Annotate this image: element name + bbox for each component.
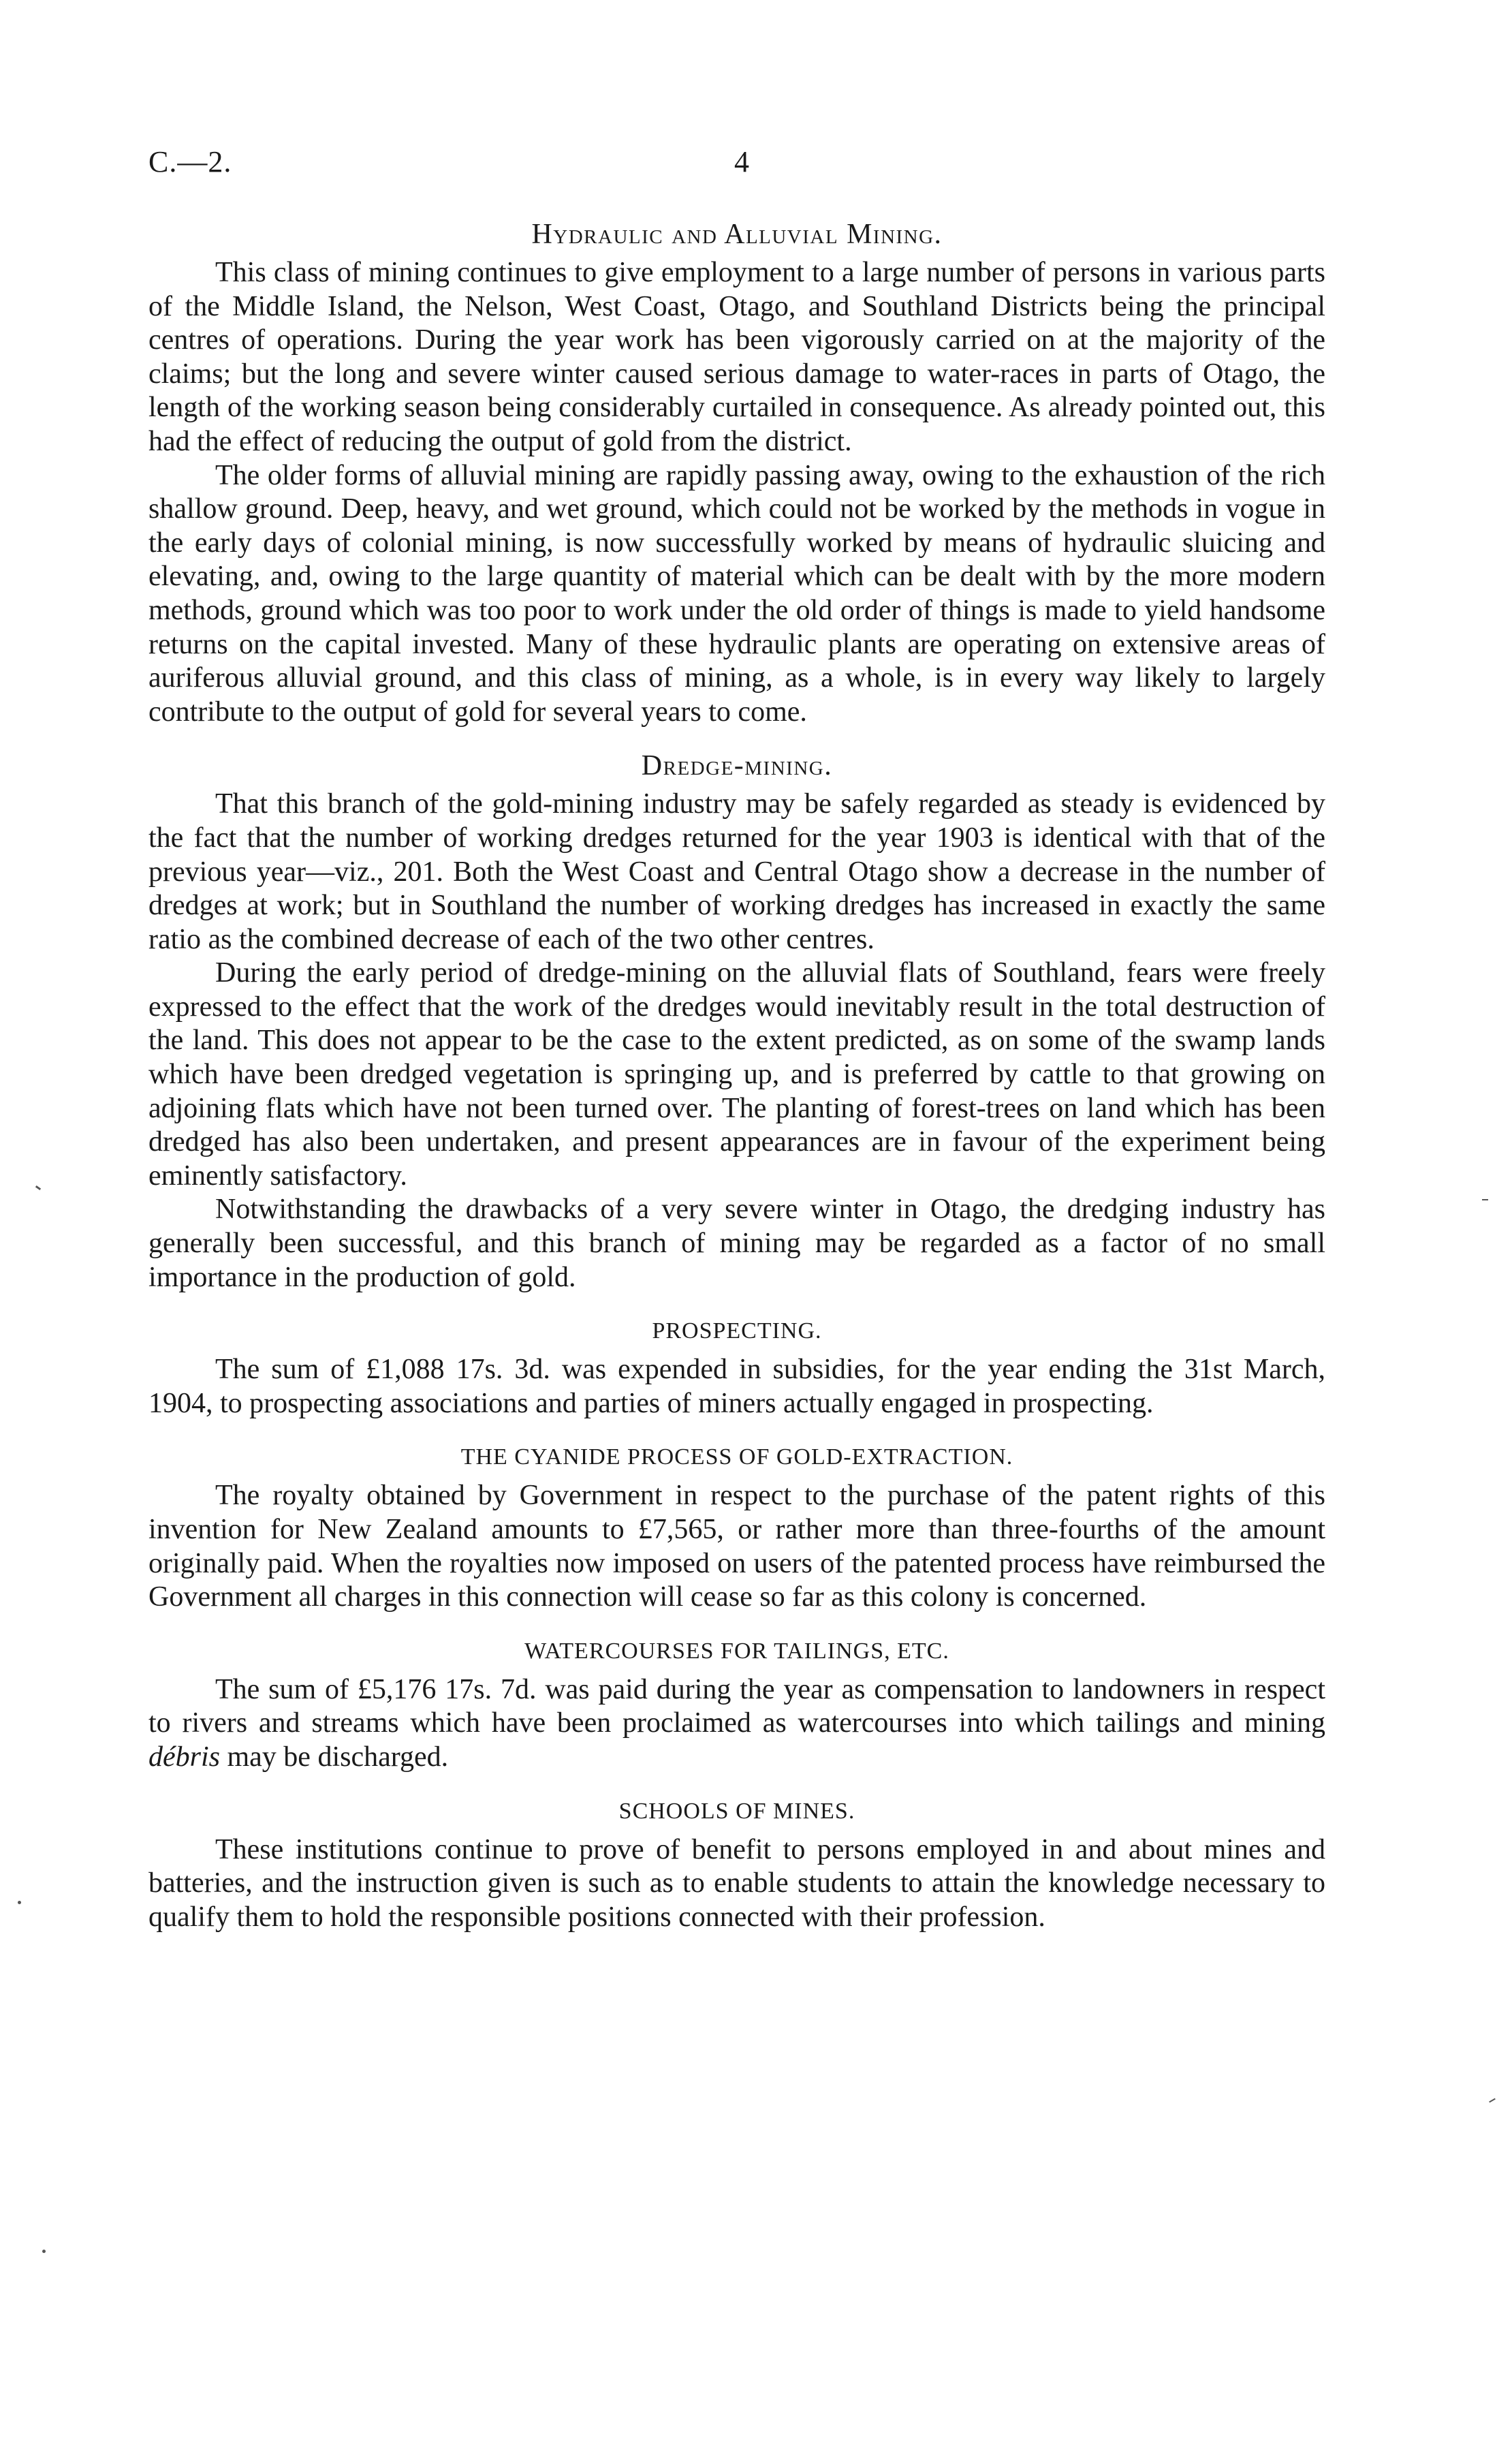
section: [148, 1634, 1325, 1775]
paragraph: [148, 256, 1325, 459]
paragraph: [148, 788, 1325, 957]
scan-speck: [1482, 1199, 1488, 1200]
section: [148, 748, 1325, 1294]
section-heading: Hydraulic and Alluvial Mining.: [531, 219, 943, 250]
paragraph: [148, 1833, 1325, 1935]
page-number: 4: [734, 145, 749, 178]
section-heading: WATERCOURSES FOR TAILINGS, ETC.: [524, 1638, 949, 1664]
scan-speck: [42, 2250, 46, 2253]
section-heading: SCHOOLS OF MINES.: [618, 1798, 855, 1824]
section-gap: [148, 1420, 1325, 1440]
scan-speck: [18, 1901, 21, 1904]
document-body: [148, 217, 1325, 1934]
paragraph: [148, 1353, 1325, 1420]
section-heading: Dredge-mining.: [641, 750, 833, 782]
paragraph-text: That this branch of the gold-mining industry may be safely regarded as steady is evidenced by the fact that the number of working dredges returned for the year 1903 is identical with that of the previous year—viz., 201. Both the West Coast and Central Otago show a decrease in the number of dredges at work; but in Southland the number of working dredges has increased in exactly the same ratio as the combined decrease of each of the two other centres.: [148, 788, 1325, 955]
paragraph-text: The sum of £5,176 17s. 7d. was paid during the year as compensation to landowners in respect to rivers and streams which have been proclaimed as watercourses into which tailings and mining: [148, 1673, 1325, 1739]
section-gap: [148, 1294, 1325, 1314]
paragraph-text: During the early period of dredge-mining on the alluvial flats of Southland, fears were freely expressed to the effect that the work of the dredges would inevitably result in the total destruction of the land. This does not appear to be the case to the extent predicted, as on some of the swamp lands which have been dredged vegetation is springing up, and is preferred by cattle to that growing on adjoining flats which have not been turned over. The planting of forest-trees on land which has been dredged has also been undertaken, and present appearances are in favour of the experiment being eminently satisfactory.: [148, 957, 1325, 1192]
page-header: [148, 144, 1347, 185]
scan-speck: [1489, 2098, 1496, 2103]
section: [148, 1794, 1325, 1935]
section-gap: [148, 729, 1325, 748]
section-gap: [148, 1775, 1325, 1794]
paragraph-text: Notwithstanding the drawbacks of a very severe winter in Otago, the dredging industry has generally been successful, and this branch of mining may be regarded as a factor of no small importance in the production of gold.: [148, 1194, 1325, 1293]
paragraph: [148, 459, 1325, 730]
section-heading: THE CYANIDE PROCESS OF GOLD-EXTRACTION.: [460, 1444, 1013, 1470]
section: [148, 1314, 1325, 1420]
paragraph: [148, 1479, 1325, 1614]
italic-text: débris: [148, 1741, 220, 1773]
paragraph: [148, 957, 1325, 1193]
paragraph-text: This class of mining continues to give employment to a large number of persons in various parts of the Middle Island, the Nelson, West Coast, Otago, and Southland Districts being the principal centres of operations. During the year work has been vigorously carried on at the majority of the claims; but the long and severe winter caused serious damage to water-races in parts of Otago, the length of the working season being considerably curtailed in consequence. As already pointed out, this had the effect of reducing the output of gold from the district.: [148, 257, 1325, 457]
paragraph-text: The sum of £1,088 17s. 3d. was expended in subsidies, for the year ending the 31st March, 1904, to prospecting associations and parties of miners actually engaged in prospecting.: [148, 1354, 1325, 1419]
paragraph-text: These institutions continue to prove of benefit to persons employed in and about mines and batteries, and the instruction given is such as to enable students to attain the knowledge necessary to qualify them to hold the responsible positions connected with their profession.: [148, 1833, 1325, 1933]
paragraph: [148, 1673, 1325, 1775]
section-heading: PROSPECTING.: [652, 1318, 822, 1344]
scan-speck: [35, 1185, 41, 1190]
paragraph-text: may be discharged.: [220, 1741, 449, 1773]
section-gap: [148, 1615, 1325, 1634]
paragraph: [148, 1193, 1325, 1294]
section: [148, 1440, 1325, 1614]
paragraph-text: The older forms of alluvial mining are rapidly passing away, owing to the exhaustion of the rich shallow ground. Deep, heavy, and wet ground, which could not be worked by the methods in vogue in the early days of colonial mining, is now successfully worked by means of hydraulic sluicing and elevating, and, owing to the large quantity of material which can be dealt with by the more modern methods, ground which was too poor to work under the old order of things is made to yield handsome returns on the capital invested. Many of these hydraulic plants are operating on extensive areas of auriferous alluvial ground, and this class of mining, as a whole, is in every way likely to largely contribute to the output of gold for several years to come.: [148, 459, 1325, 728]
section: [148, 217, 1325, 729]
document-reference: C.—2.: [148, 145, 232, 178]
paragraph-text: The royalty obtained by Government in respect to the purchase of the patent rights of this invention for New Zealand amounts to £7,565, or rather more than three-fourths of the amount originally paid. When the royalties now imposed on users of the patented process have reimbursed the Government all charges in this connection will cease so far as this colony is concerned.: [148, 1480, 1325, 1613]
